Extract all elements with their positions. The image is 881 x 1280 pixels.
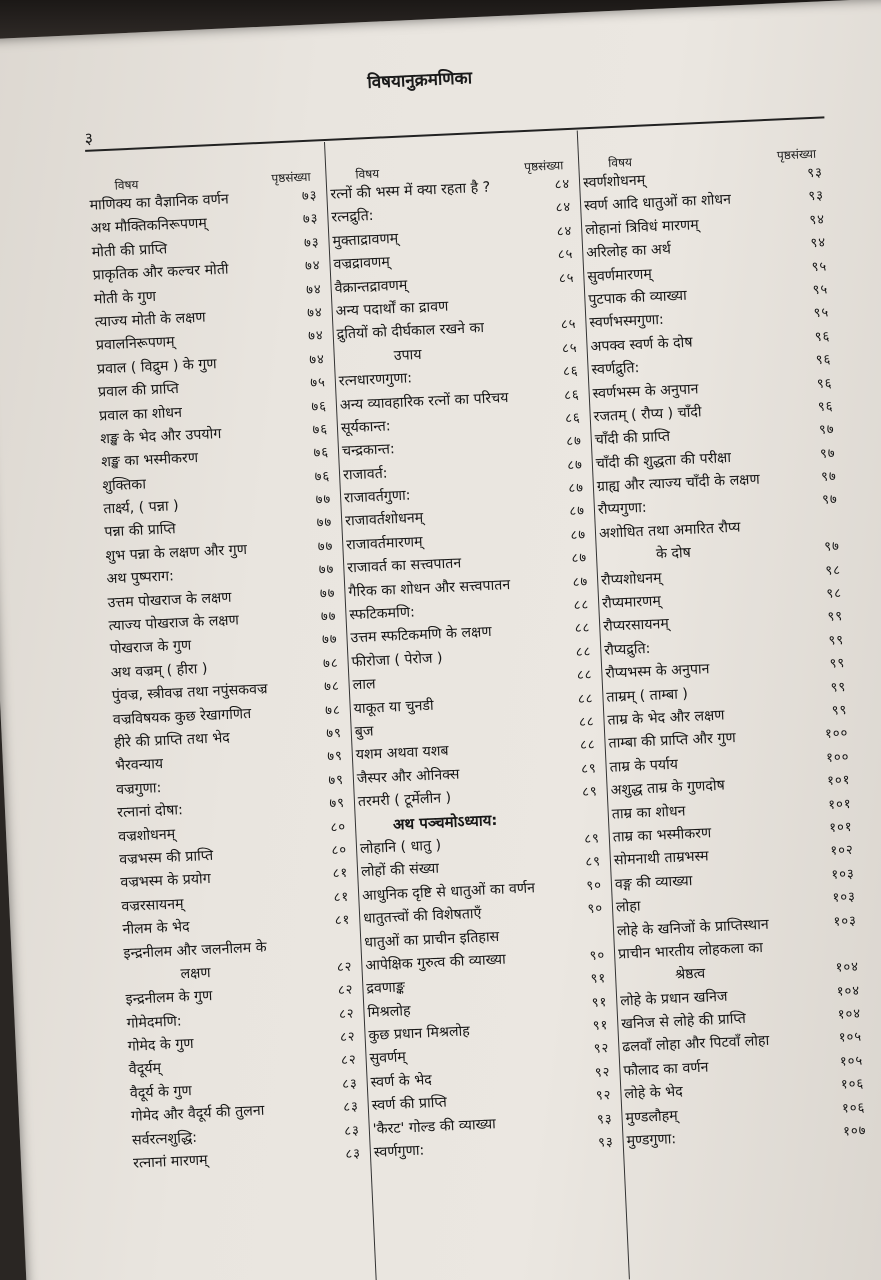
entry-title: प्रवालनिरूपणम् [95,334,175,354]
entry-page-number: ८८ [574,620,591,637]
entry-title: स्वर्ण के भेद [370,1071,433,1091]
entry-title: प्रवाल का शोधन [98,404,183,425]
entry-page-number: ८० [330,819,347,835]
entry-page-number: ८३ [344,1123,361,1139]
entry-page-number: ९६ [814,329,831,345]
entry-title: चन्द्रकान्त: [341,441,396,460]
entry-title: सुवर्णम् [369,1049,407,1068]
entry-title: अथ पञ्चमोऽध्याय: [392,810,498,834]
entry-page-number: १०३ [831,866,856,883]
entry-title: वज्ररसायनम् [121,895,184,915]
entry-title: कुछ प्रधान मिश्रलोह [368,1023,471,1044]
entry-title: द्रवणाङ्क [366,979,406,998]
subject-heading: विषय [114,177,139,193]
entry-page-number: ८२ [338,1006,355,1022]
entry-title: लाल [352,676,376,694]
entry-page-number: ७९ [328,772,345,789]
entry-title: शुभ पन्ना के लक्षण और गुण [105,541,248,565]
entry-page-number: ८२ [340,1052,358,1069]
entry-title: स्वर्णभस्मगुणा: [589,312,665,332]
entry-page-number: ७७ [321,632,338,649]
entry-page-number: ९५ [813,305,830,322]
entry-page-number: ८४ [555,200,572,216]
entry-title: मिश्रलोह [367,1002,411,1021]
entry-title: लोहे के भेद [624,1083,684,1103]
entry-page-number: ८९ [584,831,601,847]
entry-page-number: १०७ [842,1123,867,1140]
entry-page-number: ८८ [577,690,594,707]
entry-page-number: ८६ [563,387,581,403]
entry-title: तरमरी ( टूर्मेलीन ) [357,790,452,811]
entry-title: माणिक्य का वैज्ञानिक वर्णन [89,191,230,214]
entry-title: उपाय [393,346,422,364]
entry-title: अन्य व्यावहारिक रत्नों का परिचय [339,389,509,414]
entry-page-number: १०० [824,726,849,743]
entry-page-number: ८७ [570,527,587,544]
entry-page-number: ७७ [318,562,335,578]
entry-title: रजतम् ( रौप्य ) चाँदी [593,404,702,425]
entry-page-number: ७३ [301,188,318,205]
entry-title: अपक्व स्वर्ण के दोष [590,334,693,355]
entry-title: द्रुतियों को दीर्घकाल रखने का [336,320,485,344]
entry-title: चाँदी की प्राप्ति [594,428,671,449]
entry-page-number: १०६ [840,1076,865,1093]
entry-page-number: ७४ [306,305,324,321]
entry-page-number: ९७ [824,539,841,556]
entry-title: वज्रभस्म के प्रयोग [120,871,212,892]
entry-page-number: ८५ [561,340,578,357]
entry-page-number: १०३ [832,889,857,906]
entry-title: शुक्तिका [102,476,147,495]
entry-title: सोमनाथी ताम्रभस्म [613,848,709,869]
entry-page-number: ८२ [339,1029,356,1046]
entry-page-number: ७९ [325,725,343,742]
page-count-heading: पृष्ठसंख्या [776,146,817,163]
entry-title: रौप्यशोधनम् [600,569,662,589]
entry-title: बुज [354,723,374,741]
entry-title: अथ पुष्पराग: [106,568,175,588]
entry-title: रत्नानां मारणम् [132,1152,208,1172]
page-count-heading: पृष्ठसंख्या [271,169,311,186]
entry-title: राजावर्त: [342,465,388,484]
entry-page-number: ८३ [341,1076,359,1093]
subject-heading: विषय [607,155,633,171]
entry-title: स्वर्ण की प्राप्ति [371,1094,448,1115]
entry-page-number: ७६ [312,422,329,438]
entry-page-number: ७३ [302,211,319,228]
entry-title: ताम्र का भस्मीकरण [612,825,712,846]
entry-page-number: ८५ [560,317,577,333]
entry-page-number: ७८ [322,655,339,672]
entry-title: गैरिक का शोधन और सत्त्वपातन [348,576,511,601]
entry-page-number: ९२ [595,1088,612,1104]
entry-title: हीरे की प्राप्ति तथा भेद [113,729,231,752]
entry-page-number: ८८ [575,644,592,660]
entry-page-number: ८४ [556,223,573,240]
entry-title: रौप्यद्रुति: [603,640,651,659]
entry-page-number: ७४ [309,351,326,368]
entry-page-number: ७४ [304,258,321,275]
entry-title: लोहों की संख्या [360,860,440,881]
entry-page-number: ९७ [818,422,835,439]
entry-title: प्राचीन भारतीय लोहकला का [617,939,764,963]
entry-title: स्फटिकमणि: [349,604,416,624]
entry-title: वज्रशोधनम् [117,826,176,845]
entry-page-number: ८२ [336,959,353,976]
entry-title: अथ वज्रम् ( हीरा ) [110,660,208,682]
entry-page-number: ९७ [819,445,836,462]
entry-title: राजावर्तशोधनम् [344,510,424,530]
entry-title: रत्नद्रुति: [331,208,374,227]
entry-page-number: ७५ [310,375,327,392]
entry-page-number: ९५ [811,258,828,275]
entry-page-number: ८१ [334,912,351,929]
entry-title: राजावर्तगुणा: [343,487,411,507]
entry-title: जैस्पर और ओनिक्स [356,766,460,787]
entry-page-number: ७७ [316,515,333,532]
entry-title: ताम्र का शोधन [611,802,686,823]
entry-page-number: ९३ [597,1134,615,1151]
entry-page-number: ८२ [337,982,354,999]
entry-page-number: ९४ [809,212,826,228]
entry-title: पुंवज्र, स्त्रीवज्र तथा नपुंसकवज्र [111,681,268,705]
entry-title: वज्रगुणा: [115,779,162,798]
entry-page-number: ८७ [568,480,585,497]
entry-title: याकूत या चुनडी [353,697,434,717]
entry-title: पुटपाक की व्याख्या [588,287,688,309]
entry-page-number: ९१ [591,994,608,1011]
entry-page-number: ८८ [578,714,595,731]
entry-page-number: १०० [825,749,850,766]
entry-title: शङ्ख के भेद और उपयोग [99,425,222,448]
entry-title: रत्नधारणगुणा: [338,370,413,390]
entry-title: वैदूर्यम् [128,1060,162,1079]
entry-page-number: ८१ [332,866,349,882]
entry-title: वज्रविषयक कुछ रेखागणित [112,705,252,728]
entry-page-number: ९२ [593,1041,610,1058]
entry-page-number: ७८ [323,679,341,695]
entry-title: तार्क्ष्य, ( पन्ना ) [103,498,179,518]
entry-title: श्रेष्ठत्व [674,965,706,984]
entry-title: लोहा [615,898,641,916]
entry-title: ताम्रम् ( ताम्बा ) [606,685,689,706]
index-column-1 [87,146,365,1176]
entry-page-number: ७९ [327,749,344,765]
entry-title: वज्रद्रावणम् [333,254,391,273]
entry-title: स्वर्णशोधनम् [582,172,646,192]
entry-title: रौप्यरसायनम् [602,616,670,636]
entry-title: वैक्रान्तद्रावणम् [334,276,408,297]
entry-page-number: ७७ [319,585,336,602]
entry-page-number: ८८ [573,597,590,614]
subject-heading: विषय [355,166,380,182]
entry-title: ताम्र के पर्याय [609,756,679,776]
entry-title: रौप्यभस्म के अनुपान [605,661,710,683]
entry-title: चाँदी की शुद्धता की परीक्षा [595,449,732,472]
entry-title: आधुनिक दृष्टि से धातुओं का वर्णन [361,879,536,904]
page-count-heading: पृष्ठसंख्या [523,158,564,174]
entry-title: धातुतत्त्वों की विशेषताएँ [362,905,482,928]
entry-page-number: ७६ [314,468,331,485]
entry-title: गोमेदमणि: [126,1013,182,1032]
entry-page-number: १०४ [835,959,860,976]
entry-title: लोहे के प्रधान खनिज [619,988,728,1010]
entry-list [89,184,365,1176]
entry-title: अन्य पदार्थों का द्रावण [335,298,449,320]
entry-title: मुक्ताद्रावणम् [332,230,399,250]
entry-title: आपेक्षिक गुरुत्व की व्याख्या [365,951,507,974]
entry-page-number: ९४ [810,235,827,252]
entry-title: रौप्यगुणा: [597,500,647,519]
entry-title: प्रवाल ( विद्रुम ) के गुण [96,355,217,378]
entry-page-number: ७४ [305,281,323,298]
entry-page-number: ८३ [345,1146,362,1163]
entry-page-number: ७८ [324,702,342,719]
entry-page-number: ९९ [831,702,848,719]
entry-page-number: ९९ [827,609,844,626]
entry-title: वङ्ग की व्याख्या [614,872,693,893]
entry-page-number: १०२ [830,843,855,860]
entry-title: सर्वरत्नशुद्धि: [131,1129,198,1149]
entry-page-number: ९८ [826,586,843,602]
entry-page-number: ८९ [580,761,598,777]
entry-title: उत्तम स्फटिकमणि के लक्षण [350,624,492,647]
entry-title: गोमेद के गुण [127,1035,194,1055]
entry-page-number: ७७ [317,538,334,555]
entry-page-number: १०१ [827,796,852,813]
entry-page-number: १०४ [836,983,861,1000]
entry-title: भैरवन्याय [114,756,164,775]
entry-title: इन्द्रनीलम के गुण [125,988,213,1009]
entry-title: रत्नानां दोषा: [116,802,184,822]
entry-page-number: ७६ [313,445,330,462]
entry-title: 'कैरट' गोल्ड की व्याख्या [372,1115,497,1138]
entry-title: मुण्डगुणा: [626,1131,677,1150]
entry-title: ताम्र के भेद और लक्षण [607,707,725,729]
entry-page-number: १०५ [838,1030,863,1047]
entry-page-number: ८५ [557,247,574,263]
entry-title: लक्षण [180,964,211,983]
entry-title: अशुद्ध ताम्र के गुणदोष [610,777,726,799]
entry-title: फौलाद का वर्णन [623,1059,709,1080]
entry-page-number: ७९ [329,795,346,812]
entry-title: स्वर्ण आदि धातुओं का शोधन [583,192,732,215]
entry-page-number: १०१ [826,772,851,790]
entry-page-number: ८५ [558,270,575,287]
entry-page-number: ८९ [581,784,599,801]
entry-page-number: ९५ [812,282,829,298]
entry-title: इन्द्रनीलम और जलनीलम के [123,938,267,962]
entry-title: ताम्बा की प्राप्ति और गुण [608,730,737,753]
entry-title: लोहानां त्रिविधं मारणम् [584,216,700,239]
entry-page-number: ८७ [567,457,584,474]
entry-page-number: ७७ [320,609,337,625]
entry-title: लोहे के खनिजों के प्राप्तिस्थान [616,916,770,940]
entry-title: पोखराज के गुण [109,638,192,658]
entry-title: सुवर्णमारणम् [587,265,653,285]
entry-page-number: ८६ [562,363,579,380]
entry-title: गोमेद और वैदूर्य की तुलना [130,1102,265,1126]
entry-title: अशोधित तथा अमारित रौप्य [598,519,741,542]
entry-page-number: ८८ [576,667,593,684]
entry-title: पन्ना की प्राप्ति [104,521,177,541]
entry-page-number: १०३ [833,913,858,930]
entry-title: मोती की प्राप्ति [91,241,168,261]
entry-title: राजावर्तमारणम् [345,533,423,554]
entry-page-number: ९६ [817,399,834,415]
entry-page-number: ९९ [830,679,847,696]
entry-page-number: १०४ [837,1006,862,1023]
entry-title: त्याज्य मोती के लक्षण [94,309,206,331]
entry-page-number: ७७ [315,492,332,508]
entry-page-number: ९३ [596,1111,613,1128]
entry-page-number: ८७ [565,433,583,450]
entry-page-number: ९३ [808,188,825,205]
entry-title: मुण्डलौहम् [625,1107,679,1126]
entry-page-number: ९० [589,948,606,964]
entry-page-number: ९८ [825,562,842,579]
entry-title: लोहानि ( धातु ) [359,837,442,858]
entry-page-number: ८७ [572,574,589,590]
entry-page-number: ९७ [820,469,838,485]
entry-page-number: ९२ [594,1064,611,1081]
entry-title: ग्राह्य और त्याज्य चाँदी के लक्षण [596,471,761,496]
entry-page-number: ७६ [311,398,328,415]
entry-page-number: ९० [586,877,603,894]
entry-page-number: १०५ [839,1053,864,1070]
entry-title: अथ मौक्तिकनिरूपणम् [90,215,208,238]
page-number: ३ [84,128,94,148]
entry-page-number: ८६ [564,410,582,427]
entry-page-number: ९६ [815,352,832,369]
entry-page-number: ८० [331,842,348,859]
entry-title: प्राकृतिक और कल्चर मोती [92,261,229,284]
entry-title: सूर्यकान्त: [340,418,391,437]
entry-page-number: ७३ [303,235,320,251]
entry-list [330,173,618,1165]
entry-page-number: ९९ [828,632,845,649]
entry-page-number: ८९ [585,854,602,871]
entry-page-number: ९१ [592,1018,609,1034]
entry-title: रत्नों की भस्म में क्या रहता है ? [330,179,491,203]
entry-title: वज्रभस्म की प्राप्ति [118,847,214,868]
entry-page-number: ९९ [829,656,846,672]
entry-title: धातुओं का प्राचीन इतिहास [363,928,500,951]
entry-page-number: ७४ [307,328,325,345]
entry-title: स्वर्णद्रुति: [591,360,640,379]
entry-page-number: १०६ [841,1100,866,1117]
entry-title: के दोष [655,545,692,563]
entry-page-number: ९७ [821,492,839,509]
entry-title: नीलम के भेद [122,919,190,939]
entry-page-number: ९० [587,901,604,917]
entry-title: स्वर्णगुणा: [373,1142,425,1161]
entry-page-number: ९१ [590,971,607,988]
entry-title: अरिलोह का अर्थ [585,241,672,262]
entry-page-number: ८४ [554,176,571,193]
entry-page-number: ९३ [807,165,824,182]
entry-page-number: ८८ [579,737,596,754]
entry-title: ढलवाँ लोहा और पिटवाँ लोहा [622,1033,770,1056]
entry-title: स्वर्णभस्म के अनुपान [592,380,699,402]
entry-title: फीरोजा ( पेरोज ) [351,650,443,671]
entry-title: यशम अथवा यशब [355,743,449,764]
entry-page-number: ८७ [571,550,588,567]
entry-title: शङ्ख का भस्मीकरण [100,450,199,471]
entry-title: खनिज से लोहे की प्राप्ति [620,1010,747,1033]
entry-title: उत्तम पोखराज के लक्षण [107,589,232,611]
entry-page-number: ८७ [569,504,586,520]
entry-page-number: ८३ [342,1099,360,1116]
entry-page-number: ९६ [816,375,833,392]
entry-page-number: १०१ [829,819,853,836]
entry-title: त्याज्य पोखराज के लक्षण [108,612,240,635]
entry-title: रौप्यमारणम् [601,593,662,612]
entry-page-number: ८१ [333,889,350,906]
entry-title: वैदूर्य के गुण [129,1082,193,1102]
entry-title: राजावर्त का सत्त्वपातन [347,555,462,577]
entry-title: प्रवाल की प्राप्ति [97,381,180,401]
entry-title: मोती के गुण [93,288,157,308]
page-title: विषयानुक्रमणिका [366,68,473,94]
